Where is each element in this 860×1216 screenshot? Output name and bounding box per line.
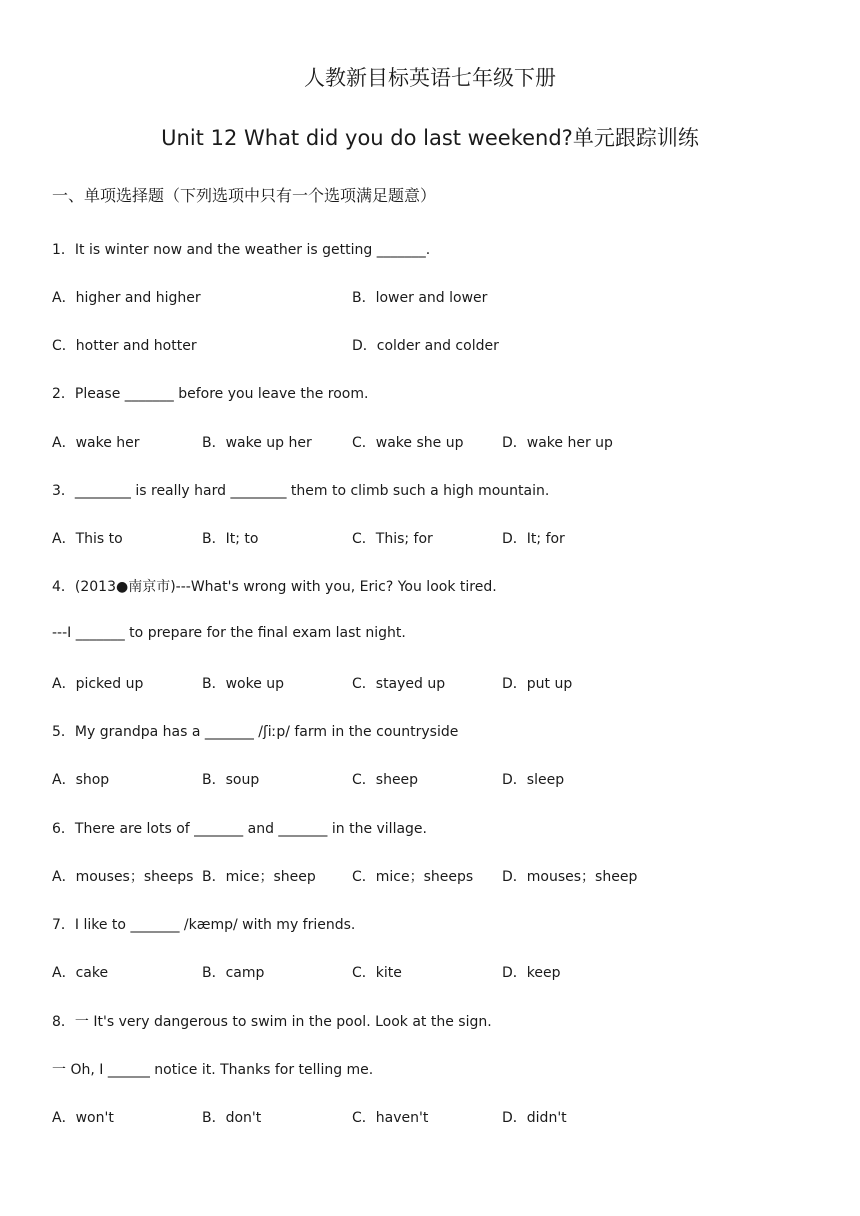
worksheet-subtitle: Unit 12 What did you do last weekend?单元跟踪训练 xyxy=(161,126,699,150)
question-2-option-c: C．wake she up xyxy=(352,435,464,451)
question-5-option-c: C．sheep xyxy=(352,772,419,788)
question-6-stem: 6．There are lots of _______ and _______ in the village. xyxy=(52,821,427,837)
question-7-option-b: B．camp xyxy=(202,965,265,981)
question-3-stem: 3．________ is really hard ________ them to climb such a high mountain. xyxy=(52,483,550,499)
question-2-option-d: D．wake her up xyxy=(502,435,613,451)
question-6-option-d: D．mouses；sheep xyxy=(502,869,638,885)
section-heading: 一、单项选择题（下列选项中只有一个选项满足题意） xyxy=(52,186,437,205)
question-4-option-d: D．put up xyxy=(502,676,573,692)
question-8-option-c: C．haven't xyxy=(352,1110,429,1126)
question-4-option-c: C．stayed up xyxy=(352,676,446,692)
question-8-option-b: B．don't xyxy=(202,1110,262,1126)
question-4-stem: 4．(2013●南京市)---What's wrong with you, Eric? You look tired. xyxy=(52,579,497,595)
question-3-option-c: C．This; for xyxy=(352,531,433,547)
question-5-option-a: A．shop xyxy=(52,772,110,788)
question-6-option-b: B．mice；sheep xyxy=(202,869,316,885)
question-7-option-a: A．cake xyxy=(52,965,109,981)
question-6-option-c: C．mice；sheeps xyxy=(352,869,474,885)
question-4-stem-line-2: ---I _______ to prepare for the final exam last night. xyxy=(52,625,406,641)
question-1-option-a: A．higher and higher xyxy=(52,290,201,306)
question-7-option-c: C．kite xyxy=(352,965,402,981)
question-7-option-d: D．keep xyxy=(502,965,561,981)
question-1-stem: 1．It is winter now and the weather is getting _______. xyxy=(52,242,431,258)
question-8-stem-line-2: 一 Oh, I ______ notice it. Thanks for telling me. xyxy=(52,1062,374,1078)
question-2-option-b: B．wake up her xyxy=(202,435,312,451)
question-5-option-d: D．sleep xyxy=(502,772,565,788)
question-8-stem: 8．一 It's very dangerous to swim in the pool. Look at the sign. xyxy=(52,1014,492,1030)
question-2-stem: 2．Please _______ before you leave the room. xyxy=(52,386,369,402)
question-1-option-c: C．hotter and hotter xyxy=(52,338,197,354)
question-3-option-b: B．It; to xyxy=(202,531,259,547)
worksheet-title: 人教新目标英语七年级下册 xyxy=(304,66,556,90)
question-3-option-d: D．It; for xyxy=(502,531,565,547)
question-5-option-b: B．soup xyxy=(202,772,260,788)
question-3-option-a: A．This to xyxy=(52,531,123,547)
question-7-stem: 7．I like to _______ /kæmp/ with my friends. xyxy=(52,917,356,933)
question-4-option-a: A．picked up xyxy=(52,676,144,692)
question-1-option-b: B．lower and lower xyxy=(352,290,488,306)
question-8-option-a: A．won't xyxy=(52,1110,114,1126)
question-2-option-a: A．wake her xyxy=(52,435,140,451)
question-1-option-d: D．colder and colder xyxy=(352,338,499,354)
question-8-option-d: D．didn't xyxy=(502,1110,567,1126)
question-4-option-b: B．woke up xyxy=(202,676,285,692)
question-5-stem: 5．My grandpa has a _______ /ʃiːp/ farm in the countryside xyxy=(52,724,459,740)
question-6-option-a: A．mouses；sheeps xyxy=(52,869,194,885)
